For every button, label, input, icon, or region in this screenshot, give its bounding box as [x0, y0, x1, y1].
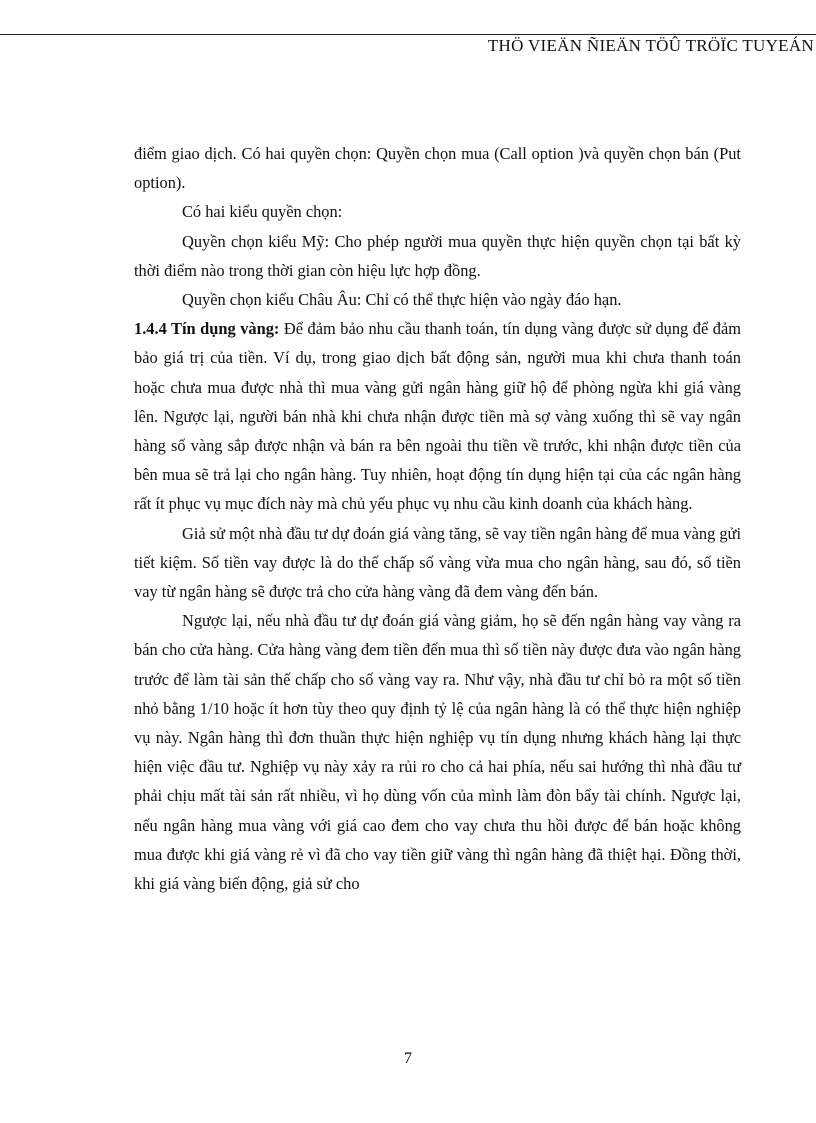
paragraph-european-option: Quyền chọn kiểu Châu Âu: Chỉ có thể thực hiện vào ngày đáo hạn. — [182, 290, 622, 310]
header-title: THÖ VIEÄN ÑIEÄN TÖÛ TRÖÏC TUYEÁN — [487, 36, 814, 55]
header-rule — [0, 34, 816, 35]
paragraph-gold-fall-scenario: Ngược lại, nếu nhà đầu tư dự đoán giá vàng giảm, họ sẽ đến ngân hàng vay vàng ra bán cho cửa hàng. Cửa hàng vàng đem tiền đến mua thì số tiền này được đưa vào ngân hàng trước để làm tài sản thế chấp cho số vàng vay ra. Như vậy, nhà đầu tư chỉ bỏ ra một số tiền nhỏ bằng 1/10 hoặc ít hơn tùy theo quy định tỷ lệ của ngân hàng là có thể thực hiện nghiệp vụ này. Ngân hàng thì đơn thuần thực hiện nghiệp vụ tín dụng nhưng khách hàng lại thực hiện việc đầu tư. Nghiệp vụ này xảy ra rủi ro cho cả hai phía, nếu sai hướng thì nhà đầu tư phải chịu mất tài sản rất nhiều, vì họ dùng vốn của mình làm đòn bẩy tài chính. Ngược lại, nếu ngân hàng mua vàng với giá cao đem cho vay chưa thu hồi được để bán hoặc không mua được khi giá vàng rẻ vì đã cho vay tiền giữ vàng thì ngân hàng đã thiệt hại. Đồng thời, khi giá vàng biến động, giả sử cho — [134, 611, 741, 894]
paragraph-continuation: điểm giao dịch. Có hai quyền chọn: Quyền chọn mua (Call option )và quyền chọn bán (Put option). — [134, 144, 741, 193]
gold-credit-text: Để đảm bảo nhu cầu thanh toán, tín dụng vàng được sử dụng để đảm bảo giá trị của tiền. Ví dụ, trong giao dịch bất động sản, người mua khi chưa thanh toán hoặc chưa mua được nhà thì mua vàng gửi ngân hàng giữ hộ để phòng ngừa khi giá vàng lên. Ngược lại, người bán nhà khi chưa nhận được tiền mà sợ vàng xuống thì sẽ vay ngân hàng số vàng sắp được nhận và bán ra bên ngoài thu tiền về trước, khi nhận được tiền của bên mua sẽ trả lại cho ngân hàng. Tuy nhiên, hoạt động tín dụng hiện tại của các ngân hàng rất ít phục vụ mục đích này mà chủ yếu phục vụ nhu cầu kinh doanh của khách hàng. — [134, 319, 741, 514]
paragraph-gold-rise-scenario: Giả sử một nhà đầu tư dự đoán giá vàng tăng, sẽ vay tiền ngân hàng để mua vàng gửi tiết kiệm. Số tiền vay được là do thế chấp số vàng vừa mua cho ngân hàng, sau đó, số tiền vay từ ngân hàng sẽ được trả cho cửa hàng vàng đã đem vàng đến bán. — [134, 523, 741, 602]
section-heading-gold-credit: 1.4.4 Tín dụng vàng: — [134, 319, 280, 339]
paragraph-option-types-intro: Có hai kiểu quyền chọn: — [182, 202, 343, 222]
page-body — [134, 139, 741, 898]
paragraph-american-option: Quyền chọn kiểu Mỹ: Cho phép người mua quyền thực hiện quyền chọn tại bất kỳ thời điểm nào trong thời gian còn hiệu lực hợp đồng. — [134, 231, 741, 280]
paragraph-gold-credit — [134, 314, 741, 518]
page-number: 7 — [404, 1050, 412, 1067]
